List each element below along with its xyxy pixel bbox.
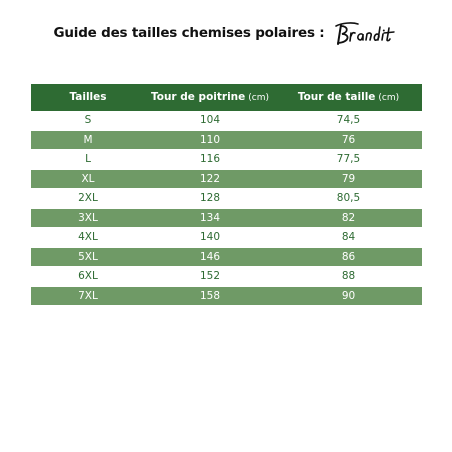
chest-cell: 134	[199, 211, 221, 224]
size-cell: 4XL	[78, 231, 98, 243]
waist-cell: 82	[341, 211, 356, 224]
waist-cell: 84	[341, 231, 356, 243]
waist-cell: 86	[341, 250, 356, 263]
table-row	[31, 111, 422, 130]
table-row	[31, 227, 422, 247]
title-bar	[0, 16, 452, 50]
size-table	[31, 84, 422, 305]
size-cell: 6XL	[78, 270, 98, 282]
size-cell: L	[85, 153, 91, 165]
column-header-chest: Tour de poitrine (cm)	[150, 91, 270, 103]
chest-cell: 128	[199, 192, 221, 204]
table-row	[31, 188, 422, 208]
table-row	[31, 247, 422, 267]
column-header-waist: Tour de taille (cm)	[297, 91, 400, 103]
page-title: Guide des tailles chemises polaires :	[53, 25, 325, 41]
chest-cell: 116	[199, 153, 221, 165]
chest-cell: 152	[199, 270, 221, 282]
table-row	[31, 208, 422, 228]
size-cell: 7XL	[78, 289, 98, 302]
size-cell: S	[84, 114, 92, 126]
table-header-row	[31, 84, 422, 111]
brandit-logo	[332, 17, 398, 49]
chest-cell: 140	[199, 231, 221, 243]
chest-cell: 158	[199, 289, 221, 302]
table-row	[31, 149, 422, 169]
waist-cell: 79	[341, 172, 356, 185]
chest-cell: 146	[199, 250, 221, 263]
size-cell: M	[83, 133, 93, 146]
waist-cell: 74,5	[336, 114, 361, 126]
column-header-size: Tailles	[69, 91, 107, 104]
chest-cell: 110	[199, 133, 221, 146]
table-row	[31, 286, 422, 306]
size-cell: 3XL	[78, 211, 98, 224]
waist-cell: 90	[341, 289, 356, 302]
size-cell: XL	[81, 172, 95, 185]
waist-cell: 77,5	[336, 153, 361, 165]
size-cell: 2XL	[78, 192, 98, 204]
table-row	[31, 169, 422, 189]
chest-cell: 104	[199, 114, 221, 126]
table-row	[31, 130, 422, 150]
waist-cell: 76	[341, 133, 356, 146]
waist-cell: 80,5	[336, 192, 361, 204]
waist-cell: 88	[341, 270, 356, 282]
size-cell: 5XL	[78, 250, 98, 263]
chest-cell: 122	[199, 172, 221, 185]
table-row	[31, 266, 422, 286]
